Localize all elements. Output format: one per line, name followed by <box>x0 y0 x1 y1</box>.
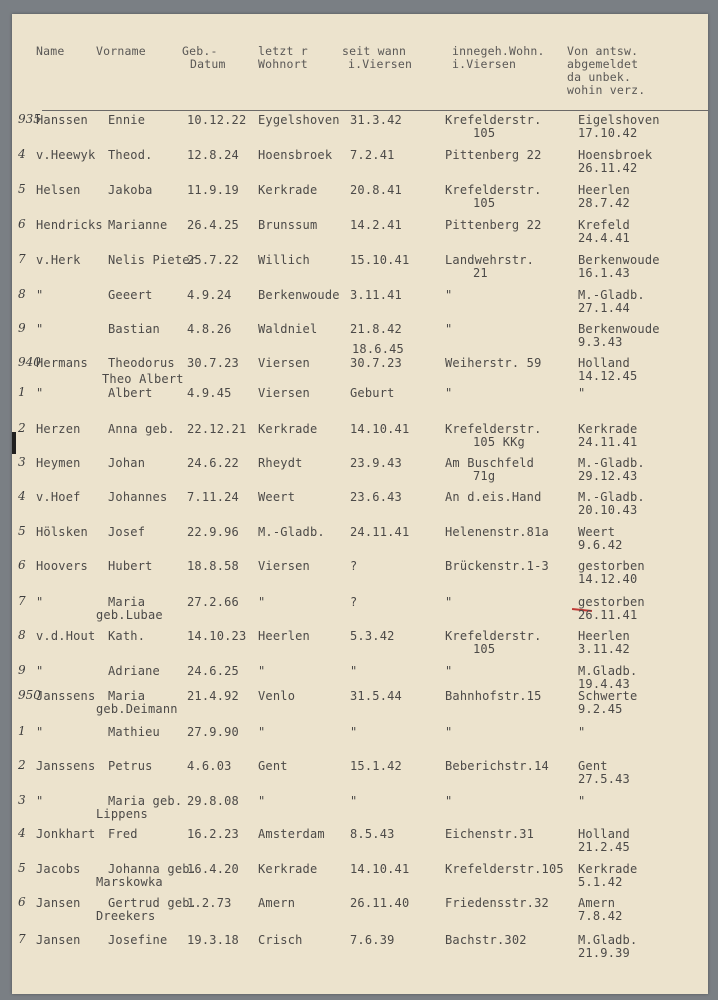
column-header-von-3: da unbek. <box>567 70 632 84</box>
cell-wohnung: " <box>445 288 453 302</box>
cell-geb-datum: 22.12.21 <box>187 422 247 436</box>
column-header-seit-2: i.Viersen <box>348 57 413 71</box>
cell-vorname: Jakoba <box>108 183 153 197</box>
cell-abgemeldet: Schwerte <box>578 689 638 703</box>
cell-abgemeldet: " <box>578 386 586 400</box>
row-number: 8 <box>18 287 26 301</box>
cell-abgemeldet-line2: 27.1.44 <box>578 301 630 315</box>
cell-letzter-wohnort: Gent <box>258 759 288 773</box>
cell-geb-datum: 30.7.23 <box>187 356 239 370</box>
cell-wohnung: Eichenstr.31 <box>445 827 535 841</box>
cell-geb-datum: 4.8.26 <box>187 322 232 336</box>
cell-vorname-line2: Dreekers <box>96 909 156 923</box>
cell-vorname: Gertrud geb. <box>108 896 198 910</box>
cell-abgemeldet-line2: 27.5.43 <box>578 772 630 786</box>
cell-seit-wann: 8.5.43 <box>350 827 395 841</box>
cell-name: Jonkhart <box>36 827 96 841</box>
cell-letzter-wohnort: Viersen <box>258 386 310 400</box>
cell-letzter-wohnort: Amsterdam <box>258 827 325 841</box>
cell-name: v.Herk <box>36 253 81 267</box>
cell-seit-wann: 5.3.42 <box>350 629 395 643</box>
row-number: 6 <box>18 217 26 231</box>
row-number: 7 <box>18 252 26 266</box>
cell-seit-wann: 20.8.41 <box>350 183 402 197</box>
cell-name: Janssens <box>36 759 96 773</box>
cell-seit-wann: " <box>350 725 358 739</box>
cell-letzter-wohnort: Rheydt <box>258 456 303 470</box>
cell-abgemeldet-line2: 24.4.41 <box>578 231 630 245</box>
cell-abgemeldet: M.-Gladb. <box>578 490 645 504</box>
cell-wohnung: Pittenberg 22 <box>445 148 542 162</box>
cell-seit-wann: 14.10.41 <box>350 862 410 876</box>
cell-name: " <box>36 386 44 400</box>
cell-vorname: Anna geb. <box>108 422 175 436</box>
cell-vorname: Fred <box>108 827 138 841</box>
cell-seit-wann: 21.8.42 <box>350 322 402 336</box>
cell-letzter-wohnort: Kerkrade <box>258 422 318 436</box>
cell-wohnung-line2: 71g <box>473 469 496 483</box>
cell-abgemeldet-line2: 9.2.45 <box>578 702 623 716</box>
cell-vorname: Kath. <box>108 629 146 643</box>
cell-name: v.Heewyk <box>36 148 96 162</box>
row-number: 7 <box>18 594 26 608</box>
row-number: 4 <box>18 147 26 161</box>
cell-seit-wann: 31.5.44 <box>350 689 402 703</box>
column-header-name: Name <box>36 44 65 58</box>
cell-wohnung: Am Buschfeld <box>445 456 535 470</box>
row-number: 9 <box>18 321 26 335</box>
cell-wohnung: An d.eis.Hand <box>445 490 542 504</box>
cell-wohnung-line2: 105 <box>473 642 496 656</box>
cell-abgemeldet: Holland <box>578 827 630 841</box>
cell-geb-datum: 19.3.18 <box>187 933 239 947</box>
row-number: 2 <box>18 758 26 772</box>
cell-vorname: Josef <box>108 525 146 539</box>
cell-seit-wann: 14.2.41 <box>350 218 402 232</box>
cell-abgemeldet-line2: 24.11.41 <box>578 435 638 449</box>
cell-name: Jacobs <box>36 862 81 876</box>
cell-seit-wann: 3.11.41 <box>350 288 402 302</box>
cell-geb-datum: 25.7.22 <box>187 253 239 267</box>
cell-geb-datum: 27.9.90 <box>187 725 239 739</box>
cell-seit-wann: 23.6.43 <box>350 490 402 504</box>
cell-geb-datum: 27.2.66 <box>187 595 239 609</box>
cell-abgemeldet: Amern <box>578 896 616 910</box>
cell-abgemeldet: Kerkrade <box>578 422 638 436</box>
cell-abgemeldet: M.-Gladb. <box>578 456 645 470</box>
cell-abgemeldet: Heerlen <box>578 183 630 197</box>
cell-wohnung: " <box>445 725 453 739</box>
cell-abgemeldet: Berkenwoude <box>578 253 660 267</box>
column-header-von-4: wohin verz. <box>567 83 646 97</box>
cell-abgemeldet: Weert <box>578 525 616 539</box>
cell-seit-wann: 7.6.39 <box>350 933 395 947</box>
cell-geb-datum: 16.2.23 <box>187 827 239 841</box>
cell-vorname-line2: Marskowka <box>96 875 163 889</box>
cell-abgemeldet: M.-Gladb. <box>578 288 645 302</box>
cell-seit-wann: 30.7.23 <box>350 356 402 370</box>
row-number: 5 <box>18 861 26 875</box>
cell-wohnung-line2: 105 <box>473 196 496 210</box>
cell-name: Hendricks <box>36 218 103 232</box>
cell-abgemeldet: Kerkrade <box>578 862 638 876</box>
cell-wohnung-line2: 105 <box>473 126 496 140</box>
cell-vorname-above: Theo Albert <box>102 372 184 386</box>
row-number: 950 <box>18 688 41 702</box>
cell-geb-datum: 1.2.73 <box>187 896 232 910</box>
cell-name: Helsen <box>36 183 81 197</box>
row-number: 935 <box>18 112 41 126</box>
column-header-von-1: Von antsw. <box>567 44 639 58</box>
cell-abgemeldet-line2: 9.3.43 <box>578 335 623 349</box>
cell-letzter-wohnort: Crisch <box>258 933 303 947</box>
cell-letzter-wohnort: Heerlen <box>258 629 310 643</box>
column-header-geb-2: Datum <box>190 57 226 71</box>
cell-wohnung-line2: 21 <box>473 266 488 280</box>
row-number: 3 <box>18 793 26 807</box>
cell-vorname: Theodorus <box>108 356 175 370</box>
cell-wohnung: Beberichstr.14 <box>445 759 549 773</box>
cell-vorname: Hubert <box>108 559 153 573</box>
column-header-letzt-2: Wohnort <box>258 57 308 71</box>
cell-letzter-wohnort: Viersen <box>258 356 310 370</box>
cell-seit-wann: 15.10.41 <box>350 253 410 267</box>
cell-vorname: Nelis Pieter <box>108 253 198 267</box>
cell-abgemeldet: Holland <box>578 356 630 370</box>
cell-geb-datum: 10.12.22 <box>187 113 247 127</box>
cell-letzter-wohnort: Weert <box>258 490 296 504</box>
cell-name: " <box>36 725 44 739</box>
cell-geb-datum: 18.8.58 <box>187 559 239 573</box>
cell-abgemeldet-line2: 3.11.42 <box>578 642 630 656</box>
cell-name: " <box>36 322 44 336</box>
cell-abgemeldet: Eigelshoven <box>578 113 660 127</box>
cell-geb-datum: 4.6.03 <box>187 759 232 773</box>
cell-name: Jansen <box>36 896 81 910</box>
cell-name: v.Hoef <box>36 490 81 504</box>
cell-name: Heymen <box>36 456 81 470</box>
cell-vorname: Maria <box>108 689 146 703</box>
document-page <box>12 14 708 994</box>
cell-seit-wann: 23.9.43 <box>350 456 402 470</box>
cell-wohnung: " <box>445 664 453 678</box>
row-number: 2 <box>18 421 26 435</box>
row-number: 1 <box>18 385 26 399</box>
cell-letzter-wohnort: Waldniel <box>258 322 318 336</box>
cell-vorname: Adriane <box>108 664 160 678</box>
cell-wohnung-line2: 105 KKg <box>473 435 525 449</box>
cell-abgemeldet-line2: 19.4.43 <box>578 677 630 691</box>
cell-letzter-wohnort: Berkenwoude <box>258 288 340 302</box>
cell-abgemeldet-line2: 14.12.40 <box>578 572 638 586</box>
column-header-seit-1: seit wann <box>342 44 407 58</box>
binding-mark <box>12 432 16 454</box>
cell-letzter-wohnort: Kerkrade <box>258 183 318 197</box>
cell-seit-wann: " <box>350 794 358 808</box>
cell-name: " <box>36 595 44 609</box>
cell-geb-datum: 7.11.24 <box>187 490 239 504</box>
cell-wohnung: Krefelderstr. <box>445 183 542 197</box>
cell-seit-wann: Geburt <box>350 386 395 400</box>
cell-seit-wann: ? <box>350 559 358 573</box>
cell-abgemeldet: Gent <box>578 759 608 773</box>
cell-geb-datum: 26.4.25 <box>187 218 239 232</box>
cell-wohnung: Bahnhofstr.15 <box>445 689 542 703</box>
cell-letzter-wohnort: Kerkrade <box>258 862 318 876</box>
cell-name: " <box>36 288 44 302</box>
cell-vorname-line2: geb.Lubae <box>96 608 163 622</box>
cell-abgemeldet-line2: 21.2.45 <box>578 840 630 854</box>
cell-name: " <box>36 794 44 808</box>
cell-abgemeldet: gestorben <box>578 595 645 609</box>
row-number: 940 <box>18 355 41 369</box>
cell-vorname: Theod. <box>108 148 153 162</box>
cell-abgemeldet-line2: 28.7.42 <box>578 196 630 210</box>
cell-letzter-wohnort: " <box>258 794 266 808</box>
cell-geb-datum: 12.8.24 <box>187 148 239 162</box>
cell-abgemeldet-line2: 26.11.42 <box>578 161 638 175</box>
cell-geb-datum: 21.4.92 <box>187 689 239 703</box>
cell-abgemeldet: " <box>578 794 586 808</box>
cell-name: Hanssen <box>36 113 88 127</box>
column-header-innegeh-2: i.Viersen <box>452 57 517 71</box>
cell-seit-wann: 24.11.41 <box>350 525 410 539</box>
cell-name: " <box>36 664 44 678</box>
cell-letzter-wohnort: " <box>258 595 266 609</box>
row-number: 4 <box>18 826 26 840</box>
cell-vorname: Ennie <box>108 113 146 127</box>
cell-seit-wann: 31.3.42 <box>350 113 402 127</box>
column-header-von-2: abgemeldet <box>567 57 639 71</box>
cell-abgemeldet: M.Gladb. <box>578 664 638 678</box>
row-number: 5 <box>18 182 26 196</box>
cell-geb-datum: 16.4.20 <box>187 862 239 876</box>
row-number: 3 <box>18 455 26 469</box>
cell-geb-datum: 11.9.19 <box>187 183 239 197</box>
cell-vorname-line2: Lippens <box>96 807 148 821</box>
cell-vorname-line2: geb.Deimann <box>96 702 178 716</box>
cell-vorname: Petrus <box>108 759 153 773</box>
cell-letzter-wohnort: Brunssum <box>258 218 318 232</box>
cell-name: Hölsken <box>36 525 88 539</box>
column-header-vorname: Vorname <box>96 44 146 58</box>
cell-geb-datum: 4.9.45 <box>187 386 232 400</box>
cell-wohnung: Helenenstr.81a <box>445 525 549 539</box>
cell-vorname: Maria geb. <box>108 794 183 808</box>
cell-wohnung: Krefelderstr. <box>445 629 542 643</box>
cell-letzter-wohnort: M.-Gladb. <box>258 525 325 539</box>
cell-wohnung: Friedensstr.32 <box>445 896 549 910</box>
cell-geb-datum: 24.6.25 <box>187 664 239 678</box>
cell-name: Hermans <box>36 356 88 370</box>
cell-wohnung: " <box>445 322 453 336</box>
row-number: 4 <box>18 489 26 503</box>
cell-abgemeldet: Krefeld <box>578 218 630 232</box>
cell-vorname: Johannes <box>108 490 168 504</box>
column-header-innegeh-1: innegeh.Wohn. <box>452 44 545 58</box>
cell-wohnung: Brückenstr.1-3 <box>445 559 549 573</box>
cell-seit-wann: 15.1.42 <box>350 759 402 773</box>
cell-seit-wann: 7.2.41 <box>350 148 395 162</box>
cell-seit-wann: " <box>350 664 358 678</box>
cell-wohnung: Pittenberg 22 <box>445 218 542 232</box>
cell-vorname: Mathieu <box>108 725 160 739</box>
cell-abgemeldet: gestorben <box>578 559 645 573</box>
header-divider <box>42 110 708 111</box>
row-number: 8 <box>18 628 26 642</box>
cell-wohnung: Krefelderstr. <box>445 113 542 127</box>
cell-wohnung: " <box>445 794 453 808</box>
cell-abgemeldet-line2: 26.11.41 <box>578 608 638 622</box>
row-number: 1 <box>18 724 26 738</box>
cell-abgemeldet: M.Gladb. <box>578 933 638 947</box>
row-number: 6 <box>18 895 26 909</box>
cell-vorname: Marianne <box>108 218 168 232</box>
cell-wohnung: " <box>445 386 453 400</box>
cell-letzter-wohnort: " <box>258 664 266 678</box>
cell-vorname: Josefine <box>108 933 168 947</box>
row-number: 5 <box>18 524 26 538</box>
cell-vorname: Geeert <box>108 288 153 302</box>
column-header-letzt-1: letzt r <box>258 44 308 58</box>
cell-abgemeldet: Hoensbroek <box>578 148 653 162</box>
cell-name: Herzen <box>36 422 81 436</box>
cell-vorname: Johanna geb. <box>108 862 198 876</box>
cell-geb-datum: 24.6.22 <box>187 456 239 470</box>
cell-geb-datum: 14.10.23 <box>187 629 247 643</box>
cell-geb-datum: 22.9.96 <box>187 525 239 539</box>
cell-abgemeldet-line2: 7.8.42 <box>578 909 623 923</box>
cell-abgemeldet-line2: 9.6.42 <box>578 538 623 552</box>
cell-wohnung: Krefelderstr. <box>445 422 542 436</box>
cell-name: Jansen <box>36 933 81 947</box>
cell-name: Janssens <box>36 689 96 703</box>
cell-vorname: Albert <box>108 386 153 400</box>
row-number: 7 <box>18 932 26 946</box>
cell-abgemeldet-line2: 14.12.45 <box>578 369 638 383</box>
cell-letzter-wohnort: Willich <box>258 253 310 267</box>
cell-seit-above: 18.6.45 <box>352 342 404 356</box>
row-number: 6 <box>18 558 26 572</box>
cell-abgemeldet: " <box>578 725 586 739</box>
cell-letzter-wohnort: " <box>258 725 266 739</box>
cell-abgemeldet: Heerlen <box>578 629 630 643</box>
cell-letzter-wohnort: Hoensbroek <box>258 148 333 162</box>
cell-abgemeldet-line2: 29.12.43 <box>578 469 638 483</box>
cell-seit-wann: 26.11.40 <box>350 896 410 910</box>
cell-wohnung: " <box>445 595 453 609</box>
cell-letzter-wohnort: Viersen <box>258 559 310 573</box>
cell-seit-wann: ? <box>350 595 358 609</box>
cell-vorname: Bastian <box>108 322 160 336</box>
cell-geb-datum: 4.9.24 <box>187 288 232 302</box>
cell-abgemeldet: Berkenwoude <box>578 322 660 336</box>
row-number: 9 <box>18 663 26 677</box>
cell-wohnung: Bachstr.302 <box>445 933 527 947</box>
column-header-geb-1: Geb.- <box>182 44 218 58</box>
cell-wohnung: Landwehrstr. <box>445 253 535 267</box>
cell-abgemeldet-line2: 16.1.43 <box>578 266 630 280</box>
cell-letzter-wohnort: Amern <box>258 896 296 910</box>
cell-geb-datum: 29.8.08 <box>187 794 239 808</box>
cell-abgemeldet-line2: 21.9.39 <box>578 946 630 960</box>
cell-vorname: Johan <box>108 456 146 470</box>
cell-seit-wann: 14.10.41 <box>350 422 410 436</box>
cell-name: v.d.Hout <box>36 629 96 643</box>
cell-name: Hoovers <box>36 559 88 573</box>
cell-vorname: Maria <box>108 595 146 609</box>
cell-abgemeldet-line2: 20.10.43 <box>578 503 638 517</box>
cell-letzter-wohnort: Eygelshoven <box>258 113 340 127</box>
cell-abgemeldet-line2: 5.1.42 <box>578 875 623 889</box>
cell-letzter-wohnort: Venlo <box>258 689 296 703</box>
cell-wohnung: Krefelderstr.105 <box>445 862 564 876</box>
cell-abgemeldet-line2: 17.10.42 <box>578 126 638 140</box>
cell-wohnung: Weiherstr. 59 <box>445 356 542 370</box>
